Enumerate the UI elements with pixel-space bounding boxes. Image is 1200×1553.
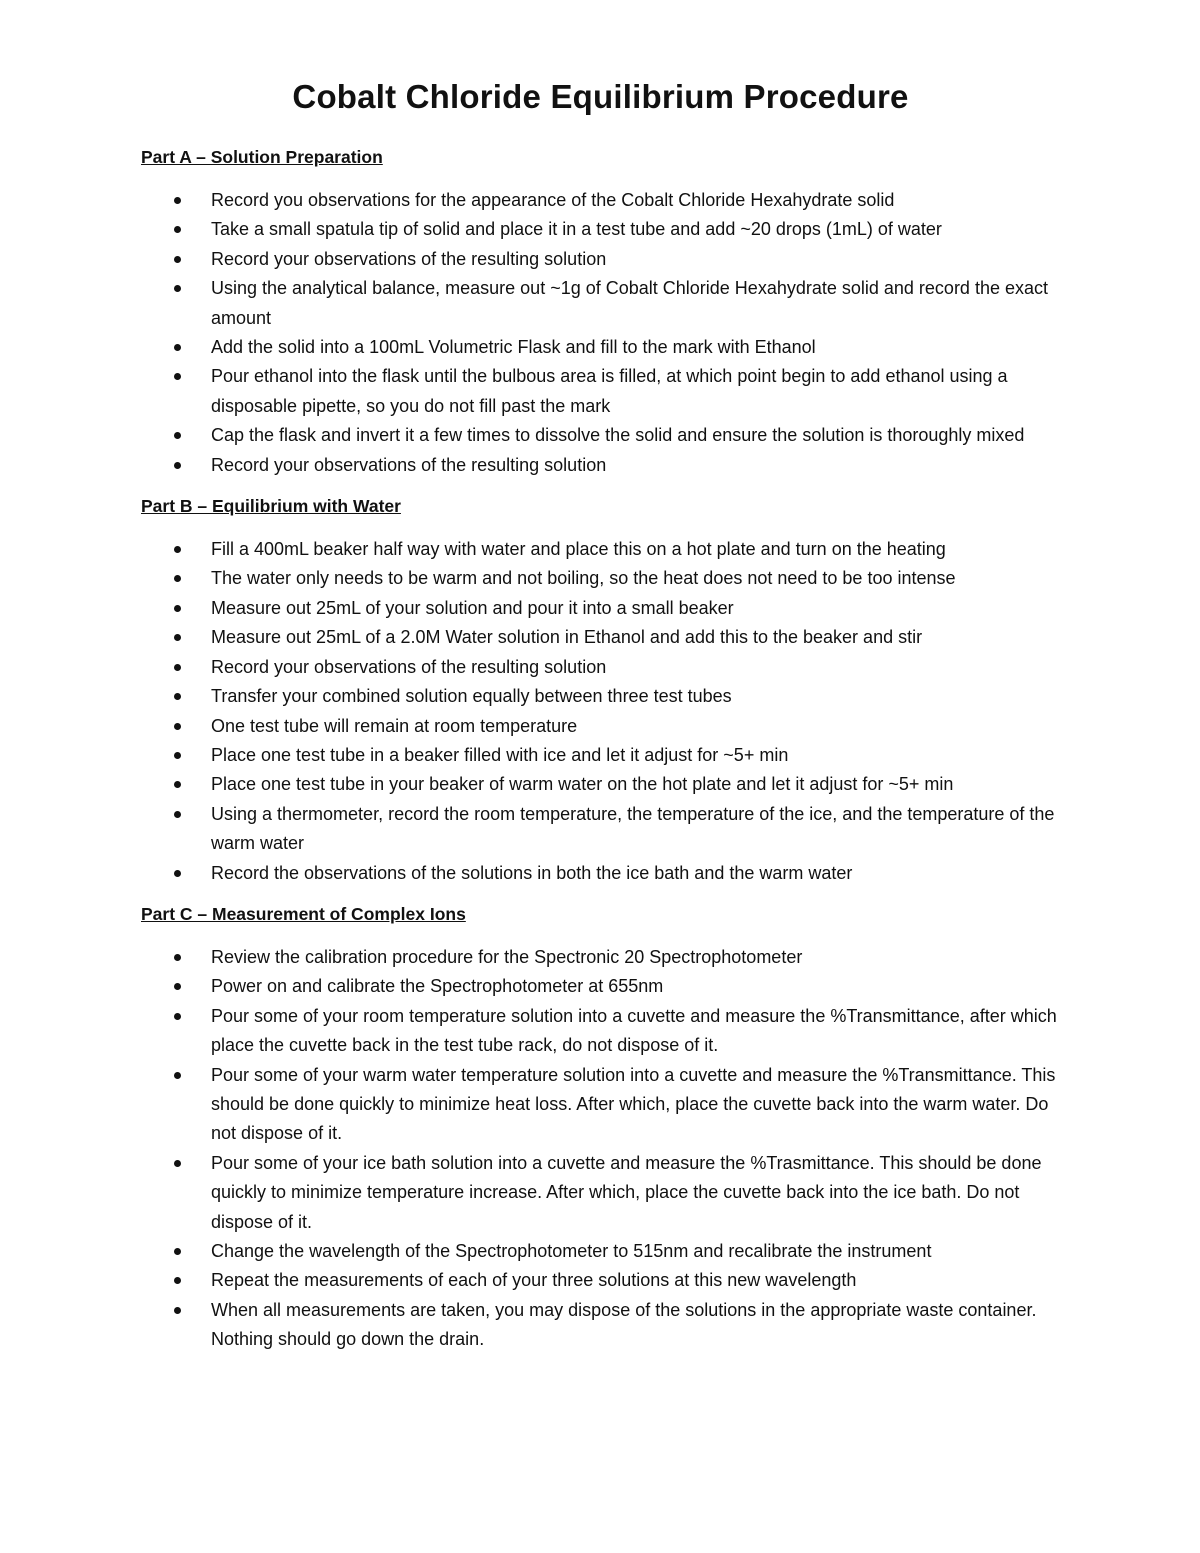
list-item [141, 943, 1060, 972]
list-item [141, 682, 1060, 711]
bullet-icon [174, 226, 181, 233]
bullet-icon [174, 1277, 181, 1284]
list-item-text: Measure out 25mL of your solution and pour it into a small beaker [211, 597, 734, 618]
list-item-text: Pour some of your warm water temperature solution into a cuvette and measure the %Transmittance. This should be done quickly to minimize heat loss. After which, place the cuvette back into the warm water. Do not dispose of it. [211, 1064, 1056, 1144]
list-item [141, 1061, 1060, 1149]
list-item [141, 972, 1060, 1001]
list-item-text: Using the analytical balance, measure out ~1g of Cobalt Chloride Hexahydrate solid and record the exact amount [211, 278, 1048, 328]
bullet-icon [174, 664, 181, 671]
list-item [141, 1296, 1060, 1355]
list-item [141, 1149, 1060, 1237]
list-item [141, 770, 1060, 799]
bullet-icon [174, 954, 181, 961]
list-item [141, 535, 1060, 564]
bullet-icon [174, 693, 181, 700]
list-item-text: Measure out 25mL of a 2.0M Water solution in Ethanol and add this to the beaker and stir [211, 627, 923, 648]
list-item [141, 245, 1060, 274]
list-item-text: Pour some of your ice bath solution into a cuvette and measure the %Trasmittance. This should be done quickly to minimize temperature increase. After which, place the cuvette back into the ice bath. Do not dispose of it. [211, 1152, 1042, 1232]
bullet-icon [174, 344, 181, 351]
bullet-icon [174, 870, 181, 877]
bullet-list-part-b [141, 535, 1060, 888]
section-part-a [141, 145, 1060, 480]
list-item-text: Change the wavelength of the Spectrophotometer to 515nm and recalibrate the instrument [211, 1241, 932, 1261]
list-item [141, 1266, 1060, 1295]
list-item-text: Using a thermometer, record the room temperature, the temperature of the ice, and the temperature of the warm water [211, 803, 1055, 854]
list-item [141, 333, 1060, 362]
bullet-icon [174, 462, 181, 469]
section-heading-part-c: Part C – Measurement of Complex Ions [141, 903, 466, 924]
bullet-list-part-a [141, 186, 1060, 480]
list-item-text: Pour some of your room temperature solution into a cuvette and measure the %Transmittance, after which place the cuvette back in the test tube rack, do not dispose of it. [211, 1005, 1057, 1056]
bullet-icon [174, 285, 181, 292]
section-part-b [141, 494, 1060, 888]
list-item [141, 859, 1060, 888]
document-title: Cobalt Chloride Equilibrium Procedure [292, 78, 909, 115]
list-item [141, 564, 1060, 593]
section-part-c [141, 902, 1060, 1355]
list-item-text: Take a small spatula tip of solid and place it in a test tube and add ~20 drops (1mL) of water [211, 219, 942, 240]
list-item [141, 800, 1060, 859]
bullet-icon [174, 1248, 181, 1255]
bullet-icon [174, 1307, 181, 1314]
list-item [141, 653, 1060, 682]
bullet-list-part-c [141, 943, 1060, 1355]
list-item-text: Cap the flask and invert it a few times to dissolve the solid and ensure the solution is thoroughly mixed [211, 425, 1025, 446]
list-item-text: Repeat the measurements of each of your three solutions at this new wavelength [211, 1270, 857, 1291]
list-item-text: Place one test tube in a beaker filled with ice and let it adjust for ~5+ min [211, 744, 789, 765]
list-item [141, 741, 1060, 770]
list-item [141, 1237, 1060, 1266]
bullet-icon [174, 1160, 181, 1167]
bullet-icon [174, 1072, 181, 1079]
list-item-text: Record your observations of the resulting solution [211, 248, 607, 269]
list-item-text: Record you observations for the appearance of the Cobalt Chloride Hexahydrate solid [211, 190, 895, 210]
list-item-text: When all measurements are taken, you may dispose of the solutions in the appropriate waste container. Nothing should go down the drain. [211, 1299, 1037, 1350]
list-item [141, 451, 1060, 480]
list-item-text: Review the calibration procedure for the Spectronic 20 Spectrophotometer [211, 946, 803, 967]
section-heading-part-a: Part A – Solution Preparation [141, 147, 383, 167]
bullet-icon [174, 634, 181, 641]
bullet-icon [174, 546, 181, 553]
bullet-icon [174, 752, 181, 759]
bullet-icon [174, 781, 181, 788]
list-item [141, 215, 1060, 244]
list-item [141, 186, 1060, 215]
bullet-icon [174, 432, 181, 439]
list-item-text: Record your observations of the resulting solution [211, 454, 607, 475]
bullet-icon [174, 723, 181, 730]
bullet-icon [174, 256, 181, 263]
list-item [141, 362, 1060, 421]
list-item [141, 274, 1060, 333]
list-item [141, 623, 1060, 652]
list-item [141, 594, 1060, 623]
list-item [141, 1002, 1060, 1061]
list-item-text: Transfer your combined solution equally between three test tubes [211, 686, 732, 707]
list-item-text: Power on and calibrate the Spectrophotometer at 655nm [211, 976, 664, 997]
section-heading-part-b: Part B – Equilibrium with Water [141, 496, 401, 517]
bullet-icon [174, 1013, 181, 1020]
list-item-text: The water only needs to be warm and not boiling, so the heat does not need to be too intense [211, 568, 956, 589]
list-item-text: Add the solid into a 100mL Volumetric Flask and fill to the mark with Ethanol [211, 337, 816, 358]
bullet-icon [174, 197, 181, 204]
bullet-icon [174, 983, 181, 990]
list-item [141, 421, 1060, 450]
list-item-text: Record the observations of the solutions in both the ice bath and the warm water [211, 862, 853, 883]
list-item-text: Pour ethanol into the flask until the bulbous area is filled, at which point begin to add ethanol using a disposable pipette, so you do not fill past the mark [211, 366, 1008, 416]
list-item [141, 712, 1060, 741]
bullet-icon [174, 605, 181, 612]
list-item-text: Place one test tube in your beaker of warm water on the hot plate and let it adjust for ~5+ min [211, 774, 954, 795]
list-item-text: One test tube will remain at room temperature [211, 715, 578, 736]
bullet-icon [174, 373, 181, 380]
list-item-text: Fill a 400mL beaker half way with water and place this on a hot plate and turn on the heating [211, 539, 946, 560]
bullet-icon [174, 811, 181, 818]
list-item-text: Record your observations of the resulting solution [211, 656, 607, 677]
bullet-icon [174, 575, 181, 582]
